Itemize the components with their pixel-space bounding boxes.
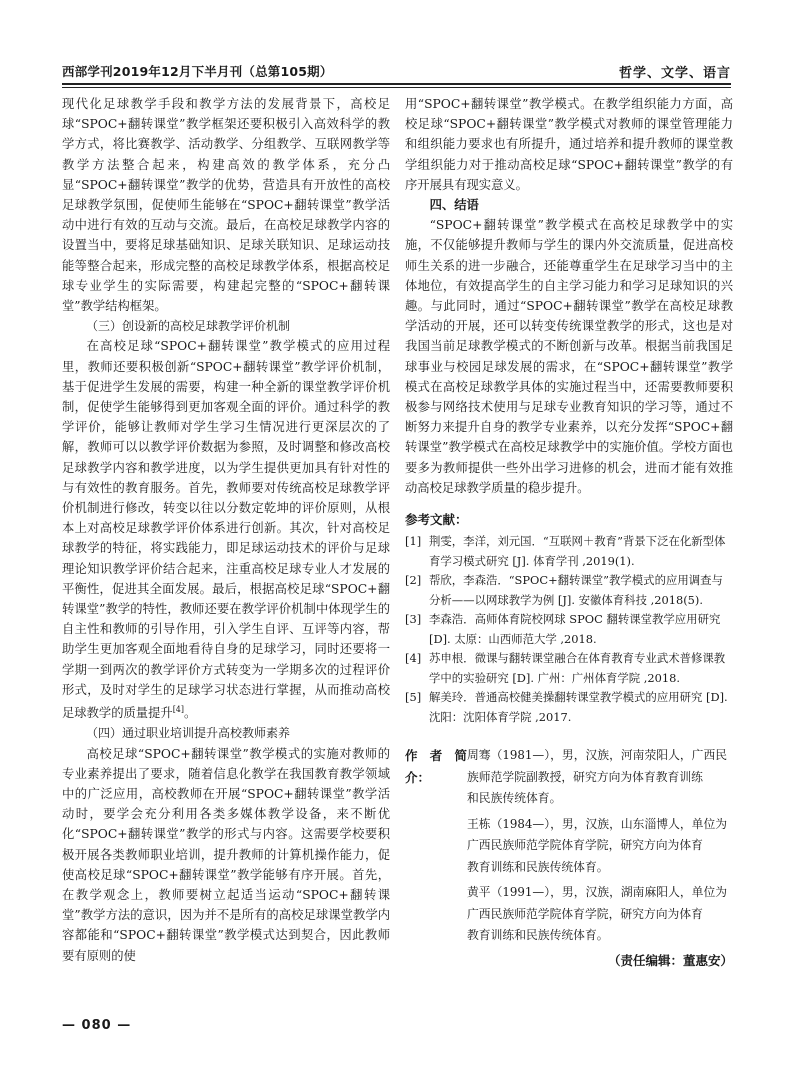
citation-marker: [4] [172, 705, 185, 715]
reference-item [405, 532, 733, 571]
reference-number: [4] [405, 651, 422, 666]
author-line: 族师范学院副教授，研究方向为体育教育训练 [467, 769, 703, 784]
left-column [62, 94, 390, 966]
reference-text: 苏申根．微课与翻转课堂融合在体育教育专业武术普修课教学中的实验研究 [D]. 广州：广州体育学院 ,2018. [429, 651, 726, 685]
paragraph: 高校足球“SPOC+翻转课堂”教学模式的实施对教师的专业素养提出了要求，随着信息化教学在我国教育教学领域中的广泛应用，高校教师在开展“SPOC+翻转课堂”教学活动时，要学会充分利用各类多媒体教学设备，来不断优化“SPOC+翻转课堂”教学的形式与内容。这需要学校要积极开展各类教师职业培训，提升教师的计算机操作能力，促使高校足球“SPOC+翻转课堂”教学能够有序开展。首先，在教学观念上，教师要树立起适当运动“SPOC+翻转课堂”教学方法的意识，因为并不是所有的高校足球课堂教学内容都能和“SPOC+翻转课堂”教学模式达到契合，因此教师要有原则的使 [62, 746, 390, 963]
author-info [405, 745, 733, 947]
section-name: 哲学、文学、语言 [618, 66, 731, 81]
author-line: 广西民族师范学院体育学院，研究方向为体育 [467, 906, 703, 921]
reference-text: 李森浩．高师体育院校网球 SPOC 翻转课堂教学应用研究 [D]. 太原：山西师范大学 ,2018. [429, 612, 721, 646]
paragraph-end: 。 [184, 706, 197, 721]
paragraph: 现代化足球教学手段和教学方法的发展背景下，高校足球“SPOC+翻转课堂”教学框架还要积极引入高效科学的教学方式，将比赛教学、活动教学、分组教学、互联网教学等教学方法整合起来，构建高效的教学体系，充分凸显“SPOC+翻转课堂”教学的优势，营造具有开放性的高校足球教学氛围，促使师生能够在“SPOC+翻转课堂”教学活动中进行有效的互动与交流。最后，在高校足球教学内容的设置当中，要将足球基础知识、足球关联知识、足球运动技能等整合起来，形成完整的高校足球教学体系，根据高校足球专业学生的实际需要，构建起完整的“SPOC+翻转课堂”教学结构框架。 [62, 97, 390, 314]
reference-item [405, 688, 733, 727]
right-column [405, 94, 733, 971]
reference-number: [5] [405, 690, 422, 705]
reference-item [405, 649, 733, 688]
section-heading: 四、结语 [429, 198, 479, 213]
author-line: 教育训练和民族传统体育。 [467, 859, 609, 874]
author-info-label: 作者简介： [405, 748, 467, 785]
header-rule-thin [62, 87, 731, 88]
reference-number: [1] [405, 534, 422, 549]
reference-number: [2] [405, 573, 422, 588]
references-title: 参考文献： [405, 512, 468, 528]
author-line: 教育训练和民族传统体育。 [467, 928, 609, 943]
author-line: 和民族传统体育。 [467, 791, 562, 806]
page-number: — 080 — [62, 1018, 132, 1033]
reference-number: [3] [405, 612, 422, 627]
author-line: 广西民族师范学院体育学院，研究方向为体育 [467, 838, 703, 853]
reference-item [405, 610, 733, 649]
references-list [405, 532, 733, 727]
responsible-editor: （责任编辑：董惠安） [607, 952, 733, 968]
paragraph-text: 在高校足球“SPOC+翻转课堂”教学模式的应用过程里，教师还要积极创新“SPOC+翻转课堂”教学评价机制，基于促进学生发展的需要，构建一种全新的课堂教学评价机制，促使学生能够得到更加客观全面的评价。通过科学的教学评价，能够让教师对学生学习生情况进行更深层次的了解，教师可以以教学评价数据为参照，及时调整和修改高校足球教学内容和教学进度，以为学生提供更加具有针对性的与有效性的教育服务。首先，教师要对传统高校足球教学评价机制进行修改，转变以往以分数定乾坤的评价原则，从根本上对高校足球教学评价体系进行创新。其次，针对高校足球教学的特征，将实践能力，即足球运动技术的评价与足球理论知识教学评价结合起来，注重高校足球专业人才发展的平衡性，促进其全面发展。最后，根据高校足球“SPOC+翻转课堂”教学的特性，教师还要在教学评价机制中体现学生的自主性和教师的引导作用，引入学生自评、互评等内容，帮助学生更加客观全面地看待自身的足球学习，同时还要将一学期一到两次的教学评价方式转变为一学期多次的过程评价形式，及时对学生的足球学习状态进行掌握，从而推动高校足球教学的质量提升 [62, 339, 390, 721]
reference-item [405, 571, 733, 610]
paragraph: 用“SPOC+翻转课堂”教学模式。在教学组织能力方面，高校足球“SPOC+翻转课堂”教学模式对教师的课堂管理能力和组织能力要求也有所提升，通过培养和提升教师的课堂教学组织能力对于推动高校足球“SPOC+翻转课堂”教学的有序开展具有现实意义。 [405, 97, 733, 192]
reference-text: 荆雯，李洋，刘元国．“互联网＋教育”背景下泛在化新型体育学习模式研究 [J]. 体育学刊 ,2019(1). [429, 534, 726, 568]
paragraph [62, 336, 390, 723]
page-header [62, 58, 731, 82]
author-info-body [467, 745, 733, 947]
author-line: 黄平（1991—），男，汉族，湖南麻阳人，单位为 [467, 885, 728, 900]
subsection-heading: （三）创设新的高校足球教学评价机制 [86, 319, 291, 334]
reference-text: 解美玲．普通高校健美操翻转课堂教学模式的应用研究 [D]. 沈阳：沈阳体育学院 ,2017. [429, 690, 728, 724]
journal-title: 西部学刊2019年12月下半月刊（总第105期） [62, 64, 333, 79]
author-line: 周骞（1981—），男，汉族，河南荥阳人，广西民 [467, 748, 728, 763]
reference-text: 帮欣，李森浩．“SPOC+翻转课堂”教学模式的应用调查与分析——以网球教学为例 [J]. 安徽体育科技 ,2018(5). [429, 573, 723, 607]
subsection-heading: （四）通过职业培训提升高校教师素养 [86, 726, 291, 741]
paragraph: “SPOC+翻转课堂”教学模式在高校足球教学中的实施，不仅能够提升教师与学生的课内外交流质量，促进高校师生关系的进一步融合，还能尊重学生在足球学习当中的主体地位，有效提高学生的自主学习能力和学习足球知识的兴趣。与此同时，通过“SPOC+翻转课堂”教学在高校足球教学活动的开展，还可以转变传统课堂教学的形式，这也是对我国当前足球教学模式的不断创新与改革。根据当前我国足球事业与校园足球发展的需求，在“SPOC+翻转课堂”教学模式在高校足球教学具体的实施过程当中，还需要教师要积极参与网络技术使用与足球专业教育知识的学习等，通过不断努力来提升自身的教学专业素养，以充分发挥“SPOC+翻转课堂”教学模式在高校足球教学中的实施价值。学校方面也要多为教师提供一些外出学习进修的机会，进而才能有效推动高校足球教学质量的稳步提升。 [405, 218, 733, 495]
header-rule-thick [62, 83, 731, 85]
author-line: 王栋（1984—），男，汉族，山东淄博人，单位为 [467, 816, 728, 831]
